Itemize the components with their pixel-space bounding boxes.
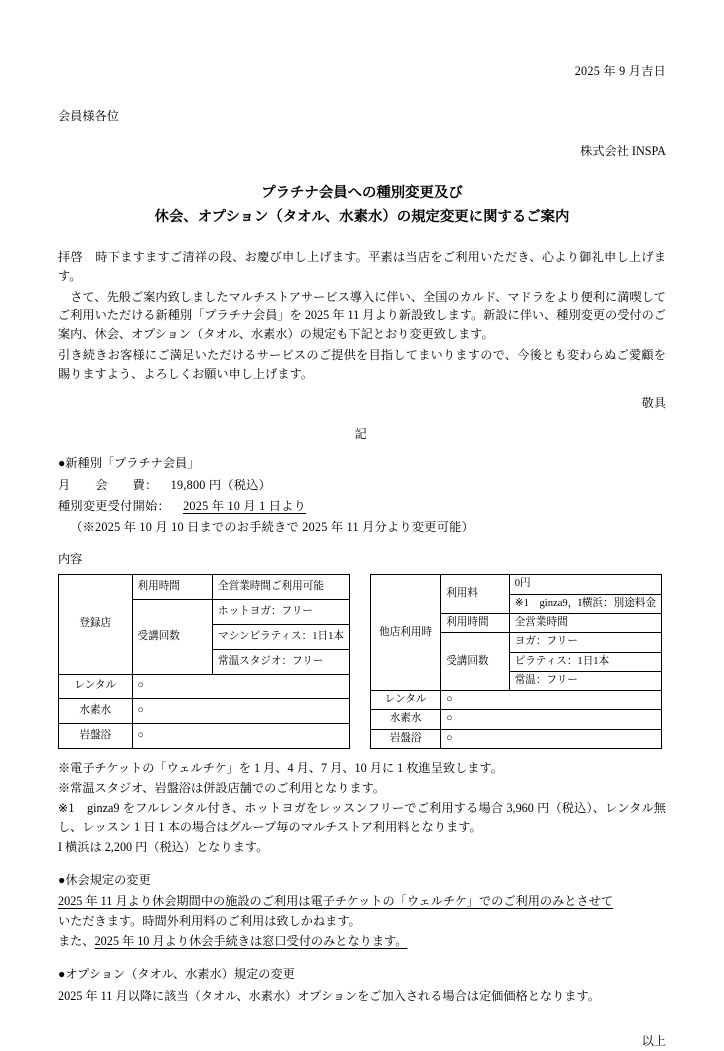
monthly-fee-row [58,476,666,495]
table-row [371,729,662,748]
cell-key: 利用料 [441,575,510,614]
monthly-fee-value: 19,800 円（税込） [170,477,272,492]
greeting-paragraph-1: 拝啓 時下ますますご清祥の段、お慶び申し上げます。平素は当店をご利用いただき、心より御礼申し上げます。 [58,249,666,283]
cell-value: ○ [132,699,349,724]
table-row [59,575,350,600]
kyukai-line-2: いただきます。時間外利用料のご利用は致しかねます。 [58,914,361,929]
new-member-type-section [58,454,666,537]
document-end-marker: 以上 [641,1034,666,1049]
cell-key: 岩盤浴 [59,724,133,749]
cell-value: 常温：フリー [509,671,661,690]
note-item: I 横浜は 2,200 円（税込）となります。 [58,839,269,854]
table-row [371,691,662,710]
cell-value: ○ [132,674,349,699]
cell-key: 利用時間 [132,575,212,600]
document-title-line2: 休会、オプション（タオル、水素水）の規定変更に関するご案内 [154,209,570,226]
document-date: 2025 年 9 月吉日 [574,64,666,78]
greeting-block [58,248,666,384]
cell-key: レンタル [371,691,441,710]
other-store-label: 他店利用時 [371,575,441,691]
registered-store-table [58,574,350,749]
document-title [58,181,666,230]
change-start-row [58,497,666,516]
cell-key: 受講回数 [441,633,510,691]
change-start-label: 種別変更受付開始： [58,498,170,513]
addressee: 会員様各位 [58,108,119,123]
table-row [59,724,350,749]
kyukai-line-3-prefix: また、 [58,934,95,949]
kyukai-line-3-underlined: 2025 年 10 月より休会手続きは窓口受付のみとなります。 [94,934,408,949]
table-row [59,699,350,724]
table-row [371,575,662,594]
cell-value: ○ [441,710,662,729]
notes-list [58,759,666,857]
cell-value: ○ [441,729,662,748]
cell-value: 全営業時間ご利用可能 [212,575,349,600]
content-label: 内容 [58,552,83,567]
note-item: ※常温スタジオ、岩盤浴は併設店舗でのご利用となります。 [58,780,385,795]
monthly-fee-label: 月 会 費： [58,477,158,492]
cell-value: ※1 ginza9，I横浜：別途料金 [509,594,661,613]
document-title-line1: プラチナ会員への種別変更及び [261,184,463,201]
kyukai-heading: ●休会規定の変更 [58,872,151,887]
cell-key: 岩盤浴 [371,729,441,748]
change-start-value: 2025 年 10 月 1 日より [183,498,307,513]
table-row [371,710,662,729]
closing-salutation: 敬具 [641,396,666,411]
cell-value: ピラティス：1日1本 [509,652,661,671]
option-section [58,965,666,1006]
registered-store-label: 登録店 [59,575,133,674]
greeting-paragraph-2: さて、先般ご案内致しましたマルチストアサービス導入に伴い、全国のカルド、マドラをより便利に満喫してご利用いただける新種別「プラチナ会員」を 2025 年 11 月より新設致します。新設に伴い、種別変更の受付のご案内、休会、オプション（タオル、水素水）の規定も下記とおり変更致します。 [58,289,666,342]
cell-value: 全営業時間 [509,613,661,632]
table-row [59,674,350,699]
change-start-note: （※2025 年 10 月 10 日までのお手続きで 2025 年 11 月分より変更可能） [70,519,475,534]
ki-marker: 記 [354,426,370,441]
kyukai-line-1: 2025 年 11 月より休会期間中の施設のご利用は電子チケットの「ウェルチケ」でのご利用のみとさせて [58,894,614,909]
kyukai-section [58,871,666,952]
plan-tables [58,574,666,749]
option-heading: ●オプション（タオル、水素水）規定の変更 [58,967,295,982]
option-line-1: 2025 年 11 月以降に該当（タオル、水素水）オプションをご加入される場合は定価価格となります。 [58,989,600,1004]
cell-value: ホットヨガ：フリー [212,600,349,625]
note-item: ※1 ginza9 をフルレンタル付き、ホットヨガをレッスンフリーでご利用する場合 3,960 円（税込）、レンタル無し、レッスン 1 日 1 本の場合はグループ毎のマルチストア利用料となります。 [58,800,666,834]
cell-value: ヨガ：フリー [509,633,661,652]
cell-key: 水素水 [59,699,133,724]
greeting-paragraph-3: 引き続きお客様にご満足いただけるサービスのご提供を目指してまいりますので、今後とも変わらぬご愛顧を賜りますよう、よろしくお願い申し上げます。 [58,348,666,382]
company-name: 株式会社 INSPA [580,143,666,158]
cell-value: ○ [441,691,662,710]
cell-value: マシンピラティス：1日1本 [212,624,349,649]
cell-key: 受講回数 [132,600,212,674]
note-item: ※電子チケットの「ウェルチケ」を 1 月、4 月、7 月、10 月に 1 枚進呈致します。 [58,761,503,776]
other-store-table [370,574,662,749]
new-member-type-heading: ●新種別「プラチナ会員」 [58,455,200,470]
cell-value: 0円 [509,575,661,594]
cell-key: 利用時間 [441,613,510,632]
kyukai-line-3 [58,932,666,951]
cell-value: 常温スタジオ：フリー [212,649,349,674]
cell-value: ○ [132,724,349,749]
cell-key: レンタル [59,674,133,699]
cell-key: 水素水 [371,710,441,729]
